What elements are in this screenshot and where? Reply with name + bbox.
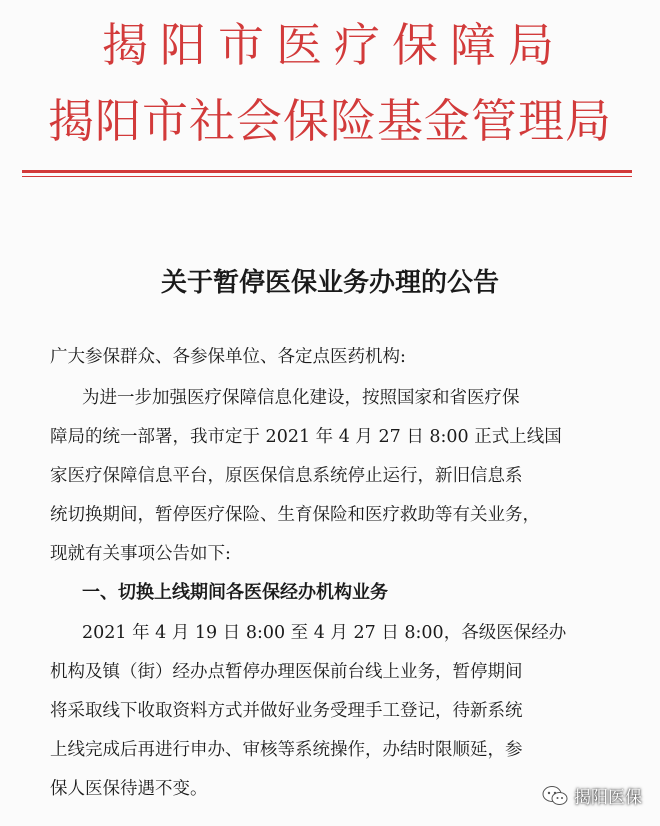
account-watermark [542, 783, 642, 808]
issuer-line-1: 揭阳市医疗保障局 [102, 18, 566, 72]
paragraph-2-line-5: 保人医保待遇不变。 [50, 779, 208, 799]
paragraph-2-line-1: 2021 年 4 月 19 日 8:00 至 4 月 27 日 8:00，各级医保经办 [82, 623, 567, 643]
salutation: 广大参保群众、各参保单位、各定点医药机构: [50, 347, 406, 367]
issuer-line-2: 揭阳市社会保险基金管理局 [48, 94, 612, 148]
wechat-icon [542, 785, 568, 807]
paragraph-1-line-4: 统切换期间，暂停医疗保险、生育保险和医疗救助等有关业务， [50, 505, 540, 525]
notice-title: 关于暂停医保业务办理的公告 [160, 268, 499, 298]
watermark-label: 揭阳医保 [574, 788, 642, 808]
header-rule-thick [22, 170, 632, 173]
paragraph-2-line-3: 将采取线下收取资料方式并做好业务受理手工登记，待新系统 [50, 701, 523, 721]
paragraph-1-line-1: 为进一步加强医疗保障信息化建设，按照国家和省医疗保 [82, 388, 520, 408]
paragraph-1-line-3: 家医疗保障信息平台，原医保信息系统停止运行，新旧信息系 [50, 466, 523, 486]
paragraph-1-line-5: 现就有关事项公告如下: [50, 544, 231, 564]
paragraph-1-line-2: 障局的统一部署，我市定于 2021 年 4 月 27 日 8:00 正式上线国 [50, 427, 562, 447]
paragraph-2-line-4: 上线完成后再进行申办、审核等系统操作，办结时限顺延，参 [50, 740, 523, 760]
header-rule-thin [22, 176, 632, 177]
section-1-heading: 一、切换上线期间各医保经办机构业务 [82, 582, 388, 603]
paragraph-2-line-2: 机构及镇（街）经办点暂停办理医保前台线上业务，暂停期间 [50, 662, 523, 682]
